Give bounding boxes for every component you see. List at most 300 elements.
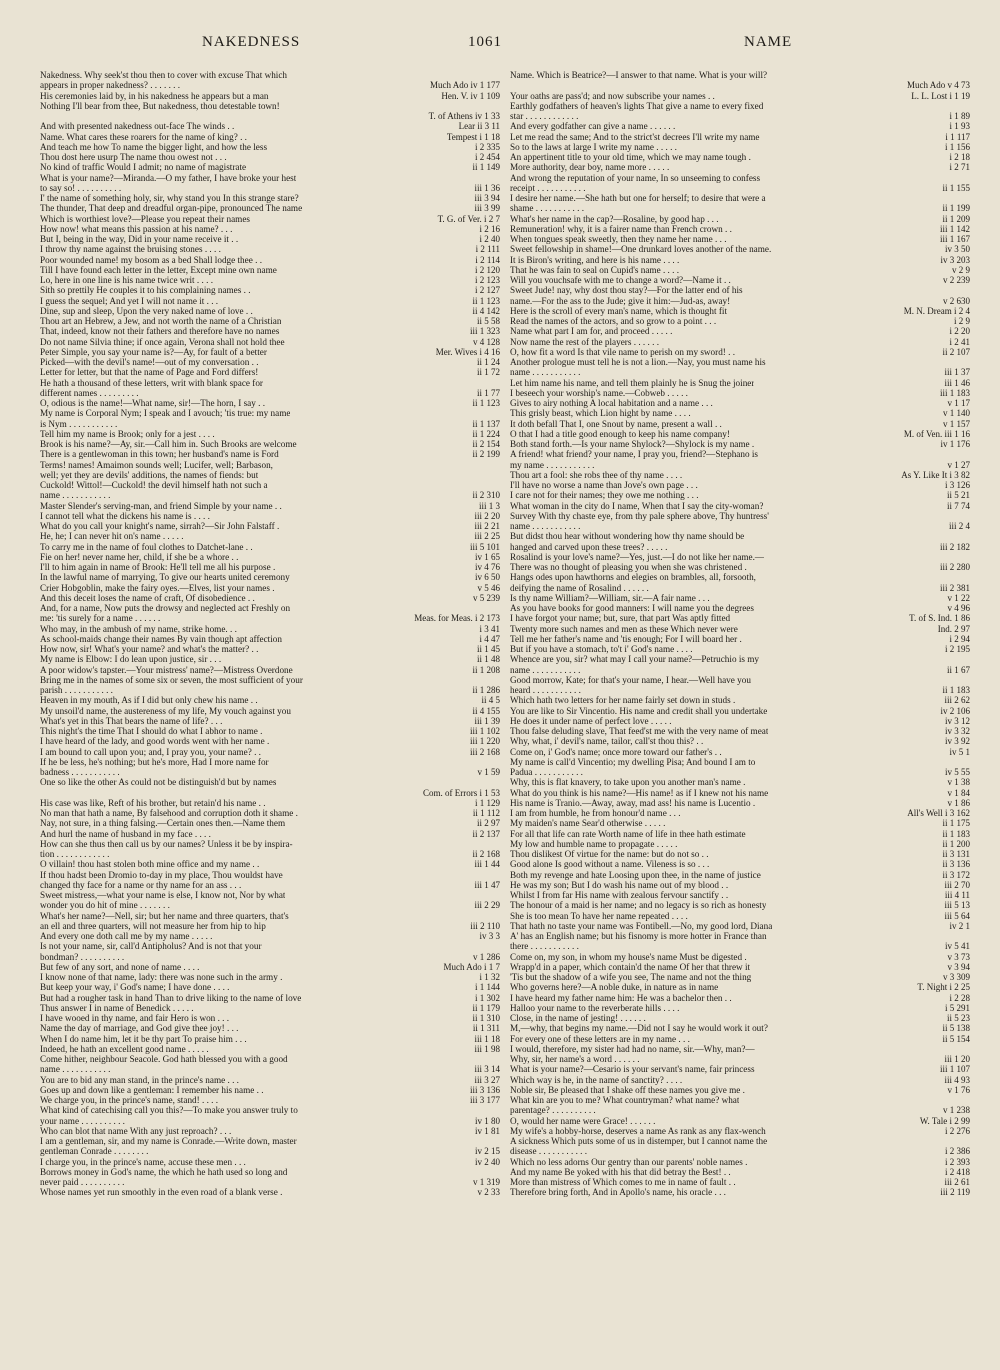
entry-line — [510, 275, 970, 285]
quotation-text: tion . . . . . . . . . . . . — [40, 849, 110, 859]
entry-line — [510, 1187, 970, 1197]
quotation-text: One so like the other As could not be distinguish'd but by names — [40, 777, 277, 788]
play-reference: As Y. Like It i 3 82 — [901, 469, 970, 480]
entry-line — [40, 173, 500, 183]
quotation-text: Borrows money in God's name, the which he hath used so long and — [40, 1166, 288, 1177]
play-reference: ii 2 97 — [476, 818, 500, 829]
entry-line — [40, 101, 500, 111]
play-reference: v 1 17 — [947, 398, 970, 408]
play-reference: i 3 41 — [479, 623, 500, 634]
quotation-text: Come hither, neighbour Seacole. God hath blessed you with a good — [40, 1054, 288, 1064]
entry-line — [510, 1064, 970, 1074]
entry-line — [40, 542, 500, 552]
play-reference: i 2 393 — [944, 1156, 970, 1167]
play-reference: i 2 9 — [953, 316, 970, 326]
entry-line — [510, 214, 970, 224]
entry-line — [510, 142, 970, 152]
play-reference: iii 1 36 — [474, 182, 500, 193]
play-reference: i 2 111 — [475, 244, 500, 255]
entry-line — [40, 839, 500, 849]
play-reference: v 2 9 — [952, 264, 970, 275]
play-reference: i 2 418 — [944, 1166, 970, 1177]
quotation-text: Gives to airy nothing A local habitation and a name . . . — [510, 398, 713, 408]
entry-line — [40, 296, 500, 306]
entry-line — [40, 675, 500, 685]
entry-line — [510, 460, 970, 470]
play-reference: v 1 86 — [947, 797, 970, 808]
play-reference: i 1 32 — [479, 972, 500, 982]
quotation-text: Which hath two letters for her name fairly set down in studs . — [510, 695, 736, 706]
play-reference: i 2 20 — [949, 326, 970, 337]
entry-line — [510, 1044, 970, 1054]
quotation-text: And wrong the reputation of your name, In so unseeming to confess — [510, 172, 761, 183]
quotation-text: A friend! what friend? your name, I pray you, friend?—Stephano is — [510, 449, 758, 460]
entry-line — [40, 962, 500, 972]
entry-line — [510, 818, 970, 828]
entry-line — [40, 183, 500, 193]
entry-line — [40, 80, 500, 90]
play-reference: iii 5 101 — [469, 541, 500, 552]
entry-line — [510, 613, 970, 623]
quotation-text: There was no thought of pleasing you when she was christened . — [510, 562, 747, 572]
entry-line — [510, 152, 970, 162]
header-right-word: NAME — [744, 34, 793, 50]
entry-line — [510, 121, 970, 131]
entry-line — [40, 747, 500, 757]
entry-line — [510, 408, 970, 418]
quotation-text: Tell him my name is Brook; only for a jest . . . . — [40, 428, 215, 439]
quotation-text: I'll have no worse a name than Jove's own page . . . — [510, 480, 698, 490]
entry-line — [40, 132, 500, 142]
play-reference: ii 5 154 — [942, 1033, 970, 1044]
entry-line — [510, 1167, 970, 1177]
quotation-text: In the lawful name of marrying, To give our hearts united ceremony — [40, 572, 290, 583]
play-reference: ii 1 24 — [476, 357, 500, 367]
play-reference: iii 2 29 — [474, 900, 500, 911]
quotation-text: Is not your name, sir, call'd Antipholus? And is not that your — [40, 941, 262, 952]
quotation-text: When tongues speak sweetly, then they name her name . . . — [510, 234, 727, 244]
quotation-text: deifying the name of Rosalind . . . . . . — [510, 582, 649, 593]
quotation-text: His ceremonies laid by, in his nakedness he appears but a man — [40, 90, 269, 101]
play-reference: iii 3 14 — [474, 1064, 500, 1075]
entry-line — [40, 757, 500, 767]
play-reference: iii 2 25 — [474, 531, 500, 542]
entry-line — [510, 388, 970, 398]
entry-line — [510, 378, 970, 388]
quotation-text: Terms! names! Amaimon sounds well; Lucifer, well; Barbason, — [40, 459, 273, 470]
entry-line — [40, 767, 500, 777]
entry-line — [510, 316, 970, 326]
quotation-text: Let him name his name, and tell them plainly he is Snug the joiner — [510, 377, 755, 388]
entry-line — [40, 234, 500, 244]
play-reference: iii 3 136 — [469, 1084, 500, 1095]
entry-line — [40, 798, 500, 808]
play-reference: iii 1 142 — [939, 223, 970, 234]
entry-line — [40, 193, 500, 203]
play-reference: iv 3 92 — [944, 736, 970, 747]
play-reference: i 2 276 — [944, 1125, 970, 1136]
play-reference: ii 2 310 — [472, 490, 500, 501]
quotation-text: an ell and three quarters, will not measure her from hip to hip — [40, 920, 266, 931]
quotation-text: Picked—with the devil's name!—out of my conversation . . — [40, 357, 259, 367]
play-reference: ii 1 286 — [472, 685, 500, 695]
quotation-text: I guess the sequel; And yet I will not name it . . . — [40, 295, 219, 306]
quotation-text: And every one doth call me by my name . . . . . — [40, 931, 213, 941]
quotation-text: Nothing I'll bear from thee, But nakedness, thou detestable town! — [40, 100, 280, 111]
quotation-text: You are to bid any man stand, in the prince's name . . . — [40, 1074, 239, 1085]
quotation-text: I have heard of the lady, and good words went with her name . — [40, 736, 270, 747]
quotation-text: What's her name?—Nell, sir; but her name and three quarters, that's — [40, 910, 289, 921]
entry-line — [510, 624, 970, 634]
quotation-text: That hath no taste your name was Fontibell.—No, my good lord, Diana — [510, 920, 773, 931]
entry-line — [40, 511, 500, 521]
entry-line — [510, 695, 970, 705]
play-reference: i 5 291 — [944, 1002, 970, 1013]
quotation-text: Which way is he, in the name of sanctity? . . . . — [510, 1074, 683, 1085]
right-column — [510, 70, 970, 1360]
play-reference: i 1 93 — [949, 121, 970, 132]
play-reference: All's Well i 3 162 — [907, 808, 970, 818]
quotation-text: Both stand forth.—Is your name Shylock?—Shylock is my name . — [510, 439, 755, 449]
quotation-text: Thou art a fool: she robs thee of thy name . . . . — [510, 469, 683, 480]
quotation-text: O, would her name were Grace! . . . . . . — [510, 1115, 656, 1126]
quotation-text: bondman? . . . . . . . . . . — [40, 951, 125, 962]
play-reference: ii 2 107 — [942, 346, 970, 357]
entry-line — [510, 788, 970, 798]
quotation-text: name . . . . . . . . . . . — [40, 1064, 111, 1075]
play-reference: ii 1 48 — [476, 654, 500, 665]
entry-line — [510, 839, 970, 849]
quotation-text: I have forgot your name; but, sure, that part Was aptly fitted — [510, 613, 731, 624]
quotation-text: O, odious is the name!—What name, sir!—The horn, I say . . — [40, 398, 266, 408]
entry-line — [40, 224, 500, 234]
quotation-text: His name is Tranio.—Away, away, mad ass! his name is Lucentio . — [510, 797, 756, 808]
entry-line — [510, 1157, 970, 1167]
quotation-text: No kind of traffic Would I admit; no name of magistrate — [40, 162, 247, 173]
entry-line — [510, 706, 970, 716]
play-reference: i 2 71 — [949, 162, 970, 173]
entry-line — [40, 337, 500, 347]
entry-line — [40, 1085, 500, 1095]
quotation-text: When I do name him, let it be thy part To praise him . . . — [40, 1033, 247, 1044]
quotation-text: Whence are you, sir? what may I call your name?—Petruchio is my — [510, 654, 759, 665]
quotation-text: Crier Hobgoblin, make the fairy oyes.—Elves, list your names . — [40, 582, 275, 593]
play-reference: ii 5 21 — [946, 490, 970, 501]
quotation-text: What do you call your knight's name, sirrah?—Sir John Falstaff . — [40, 521, 280, 531]
quotation-text: No man that hath a name, By falsehood and corruption doth it shame . — [40, 808, 298, 818]
entry-line — [510, 583, 970, 593]
quotation-text: Master Slender's serving-man, and friend Simple by your name . . — [40, 500, 282, 511]
quotation-text: My unsoil'd name, the austereness of my life, My vouch against you — [40, 705, 291, 716]
entry-line — [40, 203, 500, 213]
entry-line — [510, 193, 970, 203]
play-reference: ii 1 112 — [472, 808, 500, 818]
quotation-text: Hangs odes upon hawthorns and elegies on brambles, all, forsooth, — [510, 572, 756, 583]
entry-line — [40, 419, 500, 429]
quotation-text: there . . . . . . . . . . . — [510, 941, 579, 952]
play-reference: M. of Ven. iii 1 16 — [903, 428, 970, 439]
play-reference: ii 5 23 — [946, 1013, 970, 1023]
quotation-text: Indeed, he hath an excellent good name . . . . . — [40, 1043, 209, 1054]
play-reference: T. Night i 2 25 — [917, 982, 970, 993]
entry-line — [40, 1075, 500, 1085]
entry-line — [510, 429, 970, 439]
entry-line — [40, 265, 500, 275]
play-reference: v 1 84 — [947, 787, 970, 798]
entry-line — [40, 583, 500, 593]
entry-line — [40, 572, 500, 582]
play-reference: iv 3 203 — [940, 254, 970, 265]
quotation-text: Cuckold! Wittol!—Cuckold! the devil himself hath not such a — [40, 480, 268, 490]
play-reference: i 3 126 — [944, 480, 970, 490]
play-reference: iv 2 15 — [474, 1146, 500, 1157]
entry-line — [510, 449, 970, 459]
play-reference: iii 3 27 — [474, 1074, 500, 1085]
play-reference: v 1 22 — [947, 592, 970, 603]
entry-line — [510, 675, 970, 685]
entry-line — [40, 255, 500, 265]
quotation-text: Here is the scroll of every man's name, which is thought fit — [510, 305, 727, 316]
quotation-text: Thou dost here usurp The name thou owest not . . . — [40, 152, 227, 162]
quotation-text: I know none of that name, lady: there was none such in the army . — [40, 972, 283, 982]
quotation-text: name . . . . . . . . . . . — [510, 367, 581, 378]
play-reference: iv 2 106 — [940, 705, 970, 716]
play-reference: iv 3 32 — [944, 726, 970, 736]
play-reference: ii 1 224 — [472, 428, 500, 439]
quotation-text: receipt . . . . . . . . . . . — [510, 182, 586, 193]
play-reference: iii 1 44 — [474, 859, 500, 870]
quotation-text: Fie on her! never name her, child, if she be a whore . . — [40, 551, 239, 562]
play-reference: iv 1 81 — [474, 1125, 500, 1136]
quotation-text: He hath a thousand of these letters, writ with blank space for — [40, 377, 263, 388]
quotation-text: But didst thou hear without wondering how thy name should be — [510, 531, 745, 542]
play-reference: v 2 33 — [477, 1187, 500, 1198]
play-reference: ii 1 67 — [946, 664, 970, 675]
quotation-text: We charge you, in the prince's name, stand! . . . . — [40, 1095, 219, 1105]
quotation-text: This night's the time That I should do what I abhor to name . — [40, 726, 263, 736]
quotation-text: Sweet fellowship in shame!—One drunkard loves another of the name. — [510, 244, 772, 255]
entry-line — [510, 798, 970, 808]
entry-line — [40, 952, 500, 962]
entry-line — [510, 982, 970, 992]
play-reference: Ind. 2 97 — [937, 623, 970, 634]
entry-line — [510, 70, 970, 80]
quotation-text: name . . . . . . . . . . . — [40, 490, 111, 501]
entry-line — [40, 736, 500, 746]
play-reference: iii 2 21 — [474, 521, 500, 531]
entry-line — [40, 654, 500, 664]
quotation-text: shame . . . . . . . . . . . — [510, 203, 585, 214]
entry-line — [510, 562, 970, 572]
quotation-text: Who governs here?—A noble duke, in nature as in name — [510, 982, 719, 993]
entry-line — [510, 1013, 970, 1023]
quotation-text: Earthly godfathers of heaven's lights That give a name to every fixed — [510, 100, 764, 111]
entry-line — [510, 1034, 970, 1044]
entry-line — [40, 695, 500, 705]
play-reference: L. L. Lost i 1 19 — [911, 90, 970, 101]
entry-line — [510, 870, 970, 880]
play-reference: i 2 40 — [479, 234, 500, 244]
play-reference: ii 1 72 — [476, 367, 500, 378]
quotation-text: He does it under name of perfect love . . . . . — [510, 715, 672, 726]
quotation-text: name . . . . . . . . . . . — [510, 521, 581, 531]
quotation-text: disease . . . . . . . . . . . — [510, 1146, 588, 1157]
play-reference: iii 2 61 — [944, 1177, 970, 1187]
quotation-text: star . . . . . . . . . . . . — [510, 111, 579, 121]
quotation-text: Brook is his name?—Ay, sir.—Call him in. Such Brooks are welcome — [40, 439, 297, 449]
quotation-text: Twenty more such names and men as these Which never were — [510, 623, 738, 634]
play-reference: ii 2 199 — [472, 449, 500, 460]
play-reference: Hen. V. iv 1 109 — [441, 90, 500, 101]
entry-line — [40, 316, 500, 326]
quotation-text: Bring me in the names of some six or seven, the most sufficient of your — [40, 674, 303, 685]
play-reference: v 3 73 — [947, 951, 970, 962]
entry-line — [510, 962, 970, 972]
play-reference: iii 3 94 — [474, 193, 500, 203]
play-reference: T. of Athens iv 1 33 — [428, 111, 500, 121]
entry-line — [40, 91, 500, 101]
play-reference: i 2 120 — [474, 264, 500, 275]
quotation-text: Wrapp'd in a paper, which contain'd the name Of her that threw it — [510, 961, 751, 972]
entry-line — [40, 285, 500, 295]
play-reference: ii 1 310 — [472, 1013, 500, 1023]
play-reference: ii 3 172 — [942, 869, 970, 880]
quotation-text: O, how fit a word Is that vile name to perish on my sword! . . — [510, 346, 736, 357]
quotation-text: Your oaths are pass'd; and now subscribe your names . . — [510, 90, 715, 101]
quotation-text: Which no less adorns Our gentry than our parents' noble names . — [510, 1156, 748, 1167]
entry-line — [510, 1075, 970, 1085]
play-reference: v 1 157 — [943, 418, 970, 429]
quotation-text: Another prologue must tell he is not a lion.—Nay, you must name his — [510, 357, 766, 367]
play-reference: ii 1 183 — [942, 685, 970, 695]
play-reference: i 2 386 — [944, 1146, 970, 1157]
quotation-text: Noble sir, Be pleased that I shake off these names you give me . — [510, 1084, 745, 1095]
play-reference: i 1 117 — [945, 131, 970, 142]
play-reference: ii 1 77 — [476, 387, 500, 398]
quotation-text: gentleman Conrade . . . . . . . . — [40, 1146, 149, 1157]
entry-line — [510, 347, 970, 357]
entry-line — [40, 152, 500, 162]
quotation-text: What is your name?—Miranda.—O my father, I have broke your hest — [40, 172, 297, 183]
quotation-text: Survey With thy chaste eye, from thy pale sphere above, Thy huntress' — [510, 510, 769, 521]
entry-line — [510, 777, 970, 787]
play-reference: iv 5 55 — [944, 767, 970, 777]
entry-line — [510, 1146, 970, 1156]
play-reference: v 1 76 — [947, 1084, 970, 1095]
entry-line — [510, 603, 970, 613]
quotation-text: Peter Simple, you say your name is?—Ay, for fault of a better — [40, 346, 267, 357]
quotation-text: hanged and carved upon these trees? . . . . . — [510, 541, 668, 552]
play-reference: iii 2 381 — [939, 582, 970, 593]
entry-line — [40, 562, 500, 572]
entry-line — [40, 111, 500, 121]
quotation-text: For all that life can rate Worth name of life in thee hath estimate — [510, 828, 746, 839]
play-reference: iv 1 176 — [940, 439, 970, 449]
play-reference: i 4 47 — [479, 633, 500, 644]
quotation-text: And hurl the name of husband in my face . . . . — [40, 828, 211, 839]
entry-line — [40, 634, 500, 644]
quotation-text: badness . . . . . . . . . . . — [40, 767, 120, 777]
entry-line — [510, 203, 970, 213]
play-reference: iii 3 177 — [469, 1095, 500, 1105]
entry-line — [40, 275, 500, 285]
quotation-text: Do not name Silvia thine; if once again, Verona shall not hold thee — [40, 336, 285, 347]
entry-line — [40, 552, 500, 562]
entry-line — [40, 1136, 500, 1146]
play-reference: T. of S. Ind. 1 86 — [909, 613, 970, 624]
quotation-text: Nakedness. Why seek'st thou then to cover with excuse That which — [40, 70, 288, 80]
quotation-text: O that I had a title good enough to keep his name company! — [510, 428, 730, 439]
play-reference: ii 1 199 — [942, 203, 970, 214]
quotation-text: Read the names of the actors, and so grow to a point . . . — [510, 316, 717, 326]
play-reference: i 2 18 — [949, 152, 970, 162]
entry-line — [40, 121, 500, 131]
entry-line — [510, 890, 970, 900]
entry-line — [510, 306, 970, 316]
play-reference: i 1 302 — [474, 992, 500, 1003]
quotation-text: It doth befall That I, one Snout by name, present a wall . . — [510, 418, 722, 429]
left-column — [40, 70, 500, 1360]
quotation-text: Whilst I from far His name with zealous fervour sanctify . . — [510, 890, 729, 900]
quotation-text: Dine, sup and sleep, Upon the very naked name of love . . — [40, 305, 253, 316]
play-reference: iii 2 20 — [474, 510, 500, 521]
quotation-text: is Nym . . . . . . . . . . . — [40, 418, 118, 429]
quotation-text: Good alone Is good without a name. Vileness is so . . . — [510, 859, 710, 870]
entry-line — [40, 480, 500, 490]
quotation-text: The thunder, That deep and dreadful organ-pipe, pronounced The name — [40, 203, 303, 214]
entry-line — [510, 101, 970, 111]
play-reference: iv 1 65 — [474, 551, 500, 562]
play-reference: ii 1 209 — [942, 213, 970, 224]
entry-line — [40, 142, 500, 152]
play-reference: iii 2 280 — [939, 562, 970, 572]
entry-line — [510, 736, 970, 746]
quotation-text: My low and humble name to propagate . . . . . — [510, 838, 678, 849]
play-reference: Much Ado v 4 73 — [907, 80, 970, 91]
play-reference: iii 3 99 — [474, 203, 500, 214]
play-reference: ii 2 168 — [472, 849, 500, 859]
entry-line — [510, 255, 970, 265]
entry-line — [510, 829, 970, 839]
quotation-text: What woman in the city do I name, When that I say the city-woman? — [510, 500, 764, 511]
play-reference: v 4 96 — [947, 603, 970, 613]
play-reference: iii 1 18 — [474, 1033, 500, 1044]
play-reference: v 5 239 — [473, 592, 500, 603]
play-reference: i 2 123 — [474, 275, 500, 285]
play-reference: ii 1 155 — [942, 182, 970, 193]
quotation-text: changed thy face for a name or thy name for an ass . . . — [40, 879, 242, 890]
play-reference: i 2 28 — [949, 992, 970, 1003]
entry-line — [510, 542, 970, 552]
quotation-text: You are like to Sir Vincentio. His name and credit shall you undertake — [510, 705, 768, 716]
entry-line — [40, 921, 500, 931]
entry-line — [510, 439, 970, 449]
play-reference: v 1 59 — [477, 767, 500, 777]
entry-line — [510, 552, 970, 562]
play-reference: v 2 630 — [943, 295, 970, 306]
quotation-text: Let me read the same; And to the strict'st decrees I'll write my name — [510, 131, 760, 142]
entry-line — [510, 285, 970, 295]
play-reference: v 1 140 — [943, 408, 970, 419]
quotation-text: His case was like, Reft of his brother, but retain'd his name . . — [40, 797, 266, 808]
play-reference: iii 1 37 — [944, 367, 970, 378]
entry-line — [510, 398, 970, 408]
play-reference: iv 4 76 — [474, 562, 500, 572]
play-reference: iii 5 13 — [944, 900, 970, 911]
quotation-text: That, indeed, know not their fathers and therefore have no names — [40, 326, 280, 337]
play-reference: iv 3 50 — [944, 244, 970, 255]
play-reference: i 1 129 — [474, 797, 500, 808]
